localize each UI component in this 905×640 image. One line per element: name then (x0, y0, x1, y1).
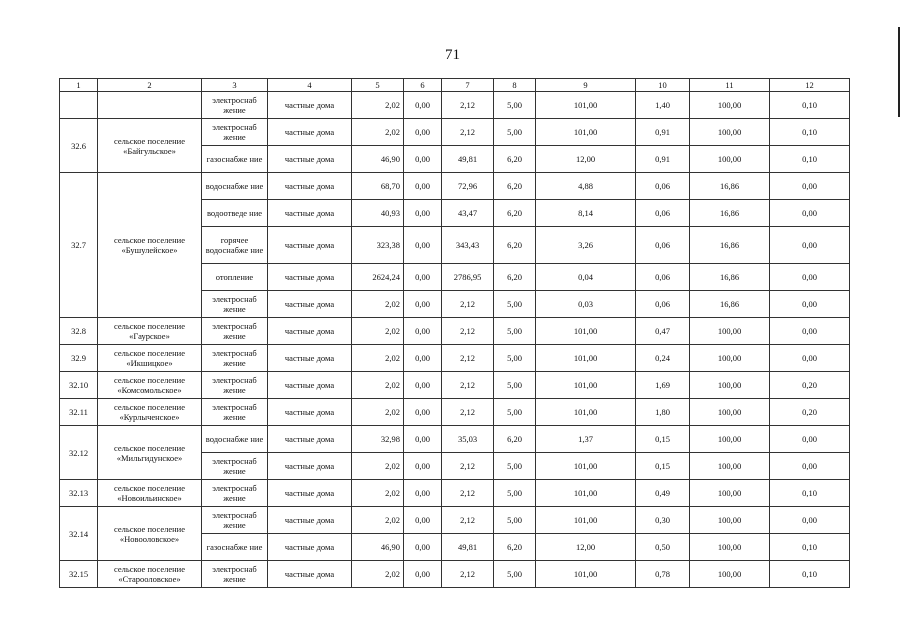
value-cell: 101,00 (536, 507, 636, 534)
value-cell: 2,02 (352, 561, 404, 588)
value-cell: 0,00 (770, 345, 850, 372)
value-cell: 0,00 (404, 480, 442, 507)
value-cell: 0,10 (770, 119, 850, 146)
value-cell: 6,20 (494, 264, 536, 291)
value-cell: 8,14 (536, 200, 636, 227)
housing-category-cell: частные дома (268, 200, 352, 227)
value-cell: 4,88 (536, 173, 636, 200)
value-cell: 0,00 (404, 372, 442, 399)
housing-category-cell: частные дома (268, 291, 352, 318)
value-cell: 6,20 (494, 200, 536, 227)
resource-type-cell: водоснабже ние (202, 426, 268, 453)
value-cell: 5,00 (494, 561, 536, 588)
value-cell: 0,06 (636, 173, 690, 200)
value-cell: 0,15 (636, 426, 690, 453)
column-number: 10 (636, 79, 690, 92)
value-cell: 0,06 (636, 291, 690, 318)
value-cell: 100,00 (690, 507, 770, 534)
value-cell: 0,00 (404, 345, 442, 372)
value-cell: 1,40 (636, 92, 690, 119)
value-cell: 0,10 (770, 561, 850, 588)
value-cell: 6,20 (494, 146, 536, 173)
housing-category-cell: частные дома (268, 146, 352, 173)
settlement-name-cell: сельское поселение «Комсомольское» (98, 372, 202, 399)
margin-line (898, 27, 900, 117)
housing-category-cell: частные дома (268, 507, 352, 534)
table-row (60, 561, 850, 588)
housing-category-cell: частные дома (268, 561, 352, 588)
value-cell: 2,02 (352, 291, 404, 318)
value-cell: 5,00 (494, 507, 536, 534)
value-cell: 0,06 (636, 227, 690, 264)
value-cell: 35,03 (442, 426, 494, 453)
value-cell: 100,00 (690, 480, 770, 507)
value-cell: 0,00 (404, 453, 442, 480)
housing-category-cell: частные дома (268, 318, 352, 345)
housing-category-cell: частные дома (268, 453, 352, 480)
value-cell: 0,00 (770, 426, 850, 453)
value-cell: 101,00 (536, 480, 636, 507)
table-row (60, 345, 850, 372)
resource-type-cell: электроснаб жение (202, 561, 268, 588)
value-cell: 6,20 (494, 173, 536, 200)
value-cell: 3,26 (536, 227, 636, 264)
value-cell: 0,00 (404, 173, 442, 200)
settlement-name-cell: сельское поселение «Икшицкое» (98, 345, 202, 372)
value-cell: 2,02 (352, 318, 404, 345)
settlement-name-cell: сельское поселение «Курлыченское» (98, 399, 202, 426)
value-cell: 0,00 (404, 119, 442, 146)
value-cell: 0,20 (770, 372, 850, 399)
resource-type-cell: электроснаб жение (202, 318, 268, 345)
value-cell: 72,96 (442, 173, 494, 200)
settlement-name-cell: сельское поселение «Байгульское» (98, 119, 202, 173)
resource-type-cell: электроснаб жение (202, 399, 268, 426)
value-cell: 101,00 (536, 345, 636, 372)
value-cell: 100,00 (690, 92, 770, 119)
value-cell: 5,00 (494, 453, 536, 480)
value-cell: 49,81 (442, 146, 494, 173)
column-number: 5 (352, 79, 404, 92)
value-cell: 0,10 (770, 534, 850, 561)
value-cell: 2,02 (352, 453, 404, 480)
value-cell: 46,90 (352, 146, 404, 173)
value-cell: 32,98 (352, 426, 404, 453)
housing-category-cell: частные дома (268, 227, 352, 264)
column-number: 4 (268, 79, 352, 92)
resource-type-cell: электроснаб жение (202, 507, 268, 534)
value-cell: 2,12 (442, 480, 494, 507)
resource-type-cell: водоотведе ние (202, 200, 268, 227)
table-body (60, 79, 850, 588)
value-cell: 0,00 (404, 534, 442, 561)
value-cell: 2,12 (442, 453, 494, 480)
column-number: 1 (60, 79, 98, 92)
value-cell: 0,00 (770, 200, 850, 227)
value-cell: 2,02 (352, 372, 404, 399)
section-number-cell: 32.15 (60, 561, 98, 588)
section-number-cell: 32.14 (60, 507, 98, 561)
value-cell: 0,06 (636, 200, 690, 227)
column-number: 9 (536, 79, 636, 92)
value-cell: 40,93 (352, 200, 404, 227)
table-row (60, 173, 850, 200)
value-cell: 2,02 (352, 480, 404, 507)
value-cell: 2,12 (442, 92, 494, 119)
value-cell: 0,00 (404, 146, 442, 173)
value-cell: 5,00 (494, 291, 536, 318)
settlement-name-cell: сельское поселение «Мильгидунское» (98, 426, 202, 480)
value-cell: 101,00 (536, 92, 636, 119)
section-number-cell: 32.13 (60, 480, 98, 507)
value-cell: 12,00 (536, 146, 636, 173)
value-cell: 5,00 (494, 480, 536, 507)
table-row (60, 399, 850, 426)
value-cell: 5,00 (494, 372, 536, 399)
value-cell: 0,49 (636, 480, 690, 507)
value-cell: 0,00 (404, 264, 442, 291)
value-cell: 100,00 (690, 119, 770, 146)
value-cell: 0,00 (770, 264, 850, 291)
value-cell: 0,50 (636, 534, 690, 561)
value-cell: 0,03 (536, 291, 636, 318)
value-cell: 2,12 (442, 318, 494, 345)
resource-type-cell: электроснаб жение (202, 372, 268, 399)
column-number: 12 (770, 79, 850, 92)
housing-category-cell: частные дома (268, 399, 352, 426)
value-cell: 343,43 (442, 227, 494, 264)
value-cell: 6,20 (494, 426, 536, 453)
value-cell: 0,78 (636, 561, 690, 588)
value-cell: 0,91 (636, 146, 690, 173)
value-cell: 43,47 (442, 200, 494, 227)
value-cell: 0,10 (770, 146, 850, 173)
value-cell: 0,00 (770, 318, 850, 345)
value-cell: 323,38 (352, 227, 404, 264)
housing-category-cell: частные дома (268, 426, 352, 453)
value-cell: 0,30 (636, 507, 690, 534)
value-cell: 5,00 (494, 318, 536, 345)
value-cell: 0,00 (770, 227, 850, 264)
value-cell: 5,00 (494, 119, 536, 146)
value-cell: 2786,95 (442, 264, 494, 291)
value-cell: 0,20 (770, 399, 850, 426)
value-cell: 0,00 (770, 507, 850, 534)
value-cell: 0,00 (404, 318, 442, 345)
value-cell: 0,00 (404, 399, 442, 426)
value-cell: 2624,24 (352, 264, 404, 291)
section-number-cell (60, 92, 98, 119)
value-cell: 100,00 (690, 561, 770, 588)
value-cell: 100,00 (690, 146, 770, 173)
column-number: 7 (442, 79, 494, 92)
resource-type-cell: электроснаб жение (202, 453, 268, 480)
section-number-cell: 32.9 (60, 345, 98, 372)
value-cell: 100,00 (690, 426, 770, 453)
section-number-cell: 32.6 (60, 119, 98, 173)
settlement-name-cell: сельское поселение «Гаурское» (98, 318, 202, 345)
housing-category-cell: частные дома (268, 264, 352, 291)
value-cell: 100,00 (690, 399, 770, 426)
value-cell: 100,00 (690, 534, 770, 561)
section-number-cell: 32.7 (60, 173, 98, 318)
value-cell: 16,86 (690, 291, 770, 318)
value-cell: 101,00 (536, 561, 636, 588)
value-cell: 0,00 (404, 200, 442, 227)
column-number: 6 (404, 79, 442, 92)
resource-type-cell: электроснаб жение (202, 345, 268, 372)
value-cell: 101,00 (536, 372, 636, 399)
settlement-name-cell: сельское поселение «Старооловское» (98, 561, 202, 588)
value-cell: 0,00 (404, 291, 442, 318)
settlement-name-cell: сельское поселение «Бушулейское» (98, 173, 202, 318)
value-cell: 0,00 (770, 291, 850, 318)
table-row (60, 507, 850, 534)
value-cell: 1,37 (536, 426, 636, 453)
value-cell: 2,12 (442, 399, 494, 426)
value-cell: 101,00 (536, 399, 636, 426)
settlement-name-cell (98, 92, 202, 119)
housing-category-cell: частные дома (268, 173, 352, 200)
resource-type-cell: электроснаб жение (202, 119, 268, 146)
resource-type-cell: электроснаб жение (202, 480, 268, 507)
column-number: 8 (494, 79, 536, 92)
value-cell: 0,24 (636, 345, 690, 372)
value-cell: 16,86 (690, 200, 770, 227)
value-cell: 1,69 (636, 372, 690, 399)
value-cell: 12,00 (536, 534, 636, 561)
housing-category-cell: частные дома (268, 534, 352, 561)
resource-type-cell: электроснаб жение (202, 92, 268, 119)
value-cell: 100,00 (690, 453, 770, 480)
resource-type-cell: горячее водоснабже ние (202, 227, 268, 264)
housing-category-cell: частные дома (268, 480, 352, 507)
value-cell: 0,00 (404, 92, 442, 119)
column-number-row (60, 79, 850, 92)
housing-category-cell: частные дома (268, 372, 352, 399)
value-cell: 1,80 (636, 399, 690, 426)
housing-category-cell: частные дома (268, 92, 352, 119)
value-cell: 5,00 (494, 399, 536, 426)
value-cell: 2,02 (352, 119, 404, 146)
value-cell: 0,00 (770, 173, 850, 200)
column-number: 3 (202, 79, 268, 92)
settlement-name-cell: сельское поселение «Новоильинское» (98, 480, 202, 507)
value-cell: 0,91 (636, 119, 690, 146)
value-cell: 0,00 (404, 227, 442, 264)
section-number-cell: 32.12 (60, 426, 98, 480)
resource-type-cell: электроснаб жение (202, 291, 268, 318)
value-cell: 2,12 (442, 345, 494, 372)
value-cell: 0,00 (404, 426, 442, 453)
value-cell: 0,04 (536, 264, 636, 291)
resource-type-cell: газоснабже ние (202, 146, 268, 173)
value-cell: 2,02 (352, 399, 404, 426)
value-cell: 2,12 (442, 291, 494, 318)
value-cell: 2,02 (352, 507, 404, 534)
value-cell: 2,02 (352, 92, 404, 119)
value-cell: 101,00 (536, 119, 636, 146)
resource-type-cell: отопление (202, 264, 268, 291)
value-cell: 5,00 (494, 92, 536, 119)
value-cell: 2,12 (442, 372, 494, 399)
column-number: 2 (98, 79, 202, 92)
value-cell: 101,00 (536, 453, 636, 480)
value-cell: 0,10 (770, 480, 850, 507)
table-row (60, 426, 850, 453)
value-cell: 0,00 (770, 453, 850, 480)
value-cell: 2,12 (442, 119, 494, 146)
value-cell: 0,10 (770, 92, 850, 119)
value-cell: 16,86 (690, 173, 770, 200)
value-cell: 0,00 (404, 507, 442, 534)
value-cell: 6,20 (494, 534, 536, 561)
value-cell: 2,12 (442, 507, 494, 534)
value-cell: 46,90 (352, 534, 404, 561)
value-cell: 0,00 (404, 561, 442, 588)
housing-category-cell: частные дома (268, 345, 352, 372)
settlement-name-cell: сельское поселение «Новооловское» (98, 507, 202, 561)
value-cell: 0,47 (636, 318, 690, 345)
value-cell: 16,86 (690, 264, 770, 291)
table-row (60, 119, 850, 146)
value-cell: 100,00 (690, 372, 770, 399)
section-number-cell: 32.10 (60, 372, 98, 399)
value-cell: 0,15 (636, 453, 690, 480)
value-cell: 101,00 (536, 318, 636, 345)
value-cell: 2,12 (442, 561, 494, 588)
resource-type-cell: водоснабже ние (202, 173, 268, 200)
table-row (60, 372, 850, 399)
housing-category-cell: частные дома (268, 119, 352, 146)
value-cell: 5,00 (494, 345, 536, 372)
value-cell: 0,06 (636, 264, 690, 291)
section-number-cell: 32.11 (60, 399, 98, 426)
value-cell: 100,00 (690, 345, 770, 372)
value-cell: 68,70 (352, 173, 404, 200)
table-row (60, 480, 850, 507)
tariff-table (59, 78, 850, 588)
value-cell: 16,86 (690, 227, 770, 264)
value-cell: 2,02 (352, 345, 404, 372)
value-cell: 6,20 (494, 227, 536, 264)
section-number-cell: 32.8 (60, 318, 98, 345)
value-cell: 100,00 (690, 318, 770, 345)
table-row (60, 92, 850, 119)
table-row (60, 318, 850, 345)
column-number: 11 (690, 79, 770, 92)
page-number: 71 (445, 47, 460, 63)
value-cell: 49,81 (442, 534, 494, 561)
resource-type-cell: газоснабже ние (202, 534, 268, 561)
